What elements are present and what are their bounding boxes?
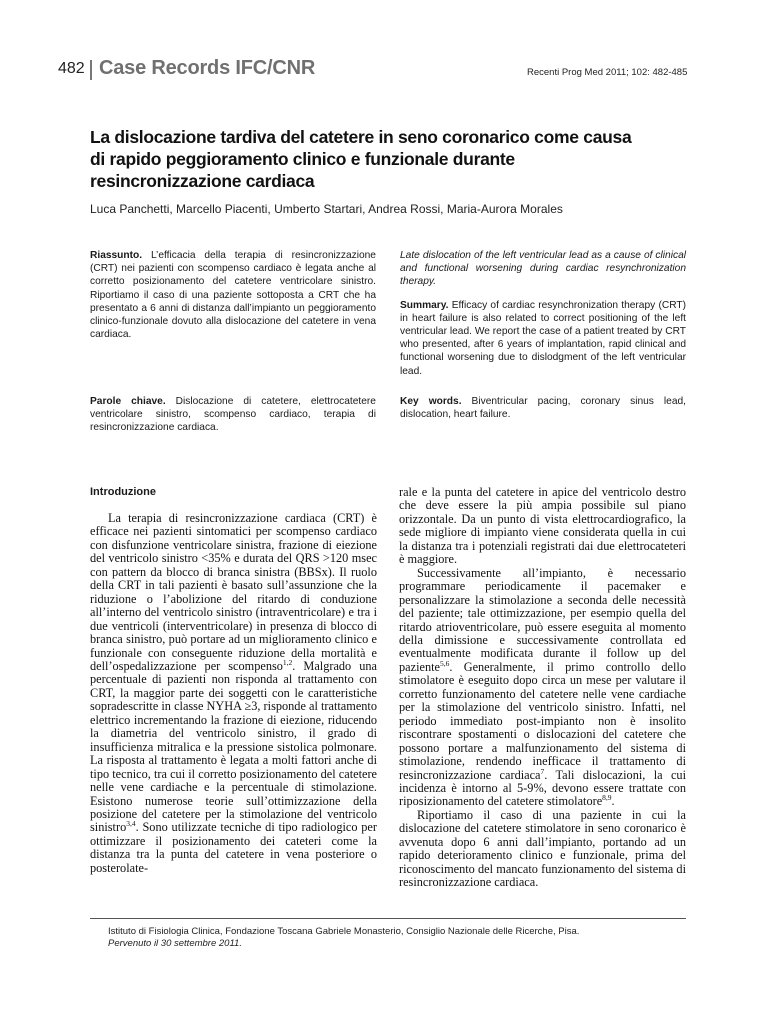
keywords-english [400, 395, 686, 421]
keywords-it-text: Dislocazione di catetere, elettrocatetere ventricolare sinistro, scompenso cardiaco, terapia di resincronizzazione cardiaca. [90, 396, 376, 434]
abstract-it-text: L’efficacia della terapia di resincronizzazione (CRT) nei pazienti con scompenso cardiaco è legata anche al corretto posizionamento del catetere ventricolare sinistro. Riportiamo il caso di una paziente sottoposta a CRT che ha presentato a 6 anni di distanza dall’impianto un peggioramento clinico-funzionale dovuto alla dislocazione del catetere in vena cardiaca. [90, 250, 376, 341]
abstract-english [400, 249, 686, 378]
keywords-en-text: Biventricular pacing, coronary sinus lead, dislocation, heart failure. [400, 396, 686, 421]
keywords-italian [90, 395, 376, 435]
intro-paragraph-3: Riportiamo il caso di una paziente in cui la dislocazione del catetere stimolatore in seno coronarico è avvenuta dopo 6 anni dall’impianto, portando ad un rapido deterioramento clinico e funzionale, prima del riconoscimento del mancato funzionamento del sistema di resincronizzazione cardiaca. [399, 807, 686, 890]
section-heading-introduzione: Introduzione [90, 486, 156, 498]
summary-text: Efficacy of cardiac resynchronization therapy (CRT) in heart failure is also related to correct positioning of the left ventricular lead. We report the case of a patient treated by CRT who presented, after 6 years of implantation, rapid clinical and functional worsening due to dislodgment of the left ventricular lead. [400, 299, 686, 377]
footer-rule [90, 918, 686, 919]
summary-paragraph [400, 299, 686, 378]
abstract-italian [90, 249, 376, 341]
header-separator [90, 60, 92, 80]
keywords-it-label: Parole chiave. [90, 396, 166, 407]
keywords-en-label: Key words. [400, 396, 462, 407]
received-date: Pervenuto il 30 settembre 2011. [108, 938, 242, 949]
abstract-it-label: Riassunto. [90, 250, 143, 261]
footer-affiliation [108, 926, 579, 950]
page-number: 482 [58, 60, 85, 77]
article-title: La dislocazione tardiva del catetere in seno coronarico come causa di rapido peggioramento clinico e funzionale durante resincronizzazione cardiaca [90, 127, 632, 191]
summary-label: Summary. [400, 299, 449, 311]
intro-paragraph-2: Successivamente all’impianto, è necessario programmare periodicamente il pacemaker e personalizzare la stimolazione a seconda delle necessità del paziente; tale ottimizzazione, per esempio quella del ritardo atrioventricolare, può essere eseguita al momento della dimissione e successivamente controllata ed eventualmente modificata durante il follow up del paziente$^{5,6}$. Generalmente, il primo controllo dello stimolatore è eseguito dopo circa un mese per valutare il corretto funzionamento del catetere nelle vene cardiache per la stimolazione del ventricolo sinistro. Infatti, nel periodo immediato post-impianto non è insolito riscontrare spostamenti o dislocazioni del catetere che possono portare a malfunzionamento del sistema di stimolazione, rendendo inefficace il trattamento di resincronizzazione cardiaca$^7$. Tali dislocazioni, la cui incidenza è intorno al 5-9%, devono essere trattate con riposizionamento del catetere stimolatore$^{8,9}$. [399, 565, 686, 809]
intro-paragraph-1-continued: rale e la punta del catetere in apice del ventricolo destro che deve essere la più ampia possibile sul piano orizzontale. Da un punto di vista elettrocardiografico, la sede migliore di impianto viene considerata quella in cui la distanza tra i potenziali registrati dai due elettrocateteri è maggiore. [399, 485, 686, 567]
journal-section-title: Case Records IFC/CNR [99, 57, 316, 79]
intro-paragraph-1: La terapia di resincronizzazione cardiaca (CRT) è efficace nei pazienti sintomatici per scompenso cardiaco con disfunzione ventricolare sinistra, frazione di eiezione del ventricolo sinistro <35% e durata del QRS >120 msec con pattern da blocco di branca sinistra (BBSx). Il ruolo della CRT in tali pazienti è basato sull’assunzione che la riduzione o l’abolizione del ritardo di conduzione all’interno del ventricolo sinistro (intraventricolare) e tra i due ventricoli (interventricolare) in presenza di blocco di branca sinistro, può portare ad un miglioramento clinico e funzionale con conseguente riduzione della mortalità e dell’ospedalizzazione per scompenso$^{1,2}$. Malgrado una percentuale di pazienti non risponda al trattamento con CRT, la maggior parte dei soggetti con le caratteristiche sopradescritte in classe NYHA ≥3, risponde al trattamento elettrico incrementando la frazione di eiezione, riducendo la diametria del ventricolo sinistro, il grado di insufficienza mitralica e la pressione sistolica polmonare. La risposta al trattamento è legata a molti fattori anche di tipo tecnico, tra cui il corretto posizionamento del catetere nelle vene cardiache e la percentuale di stimolazione. Esistono numerose teorie sull’ottimizzazione della posizione del catetere per la stimolazione del ventricolo sinistro$^{3,4}$. Sono utilizzate tecniche di tipo radiologico per ottimizzare il posizionamento dei cateteri come la distanza tra la punta del catetere in vena posteriore o posterolate- [90, 511, 377, 875]
article-authors: Luca Panchetti, Marcello Piacenti, Umberto Startari, Andrea Rossi, Maria-Aurora Morales [90, 202, 563, 216]
body-column-right [399, 486, 686, 890]
body-column-left [90, 512, 377, 875]
journal-citation: Recenti Prog Med 2011; 102: 482-485 [527, 67, 688, 78]
english-title: Late dislocation of the left ventricular lead as a cause of clinical and functional worsening during cardiac resynchronization therapy. [400, 250, 686, 288]
affiliation-text: Istituto di Fisiologia Clinica, Fondazione Toscana Gabriele Monasterio, Consiglio Nazionale delle Ricerche, Pisa. [108, 926, 580, 937]
